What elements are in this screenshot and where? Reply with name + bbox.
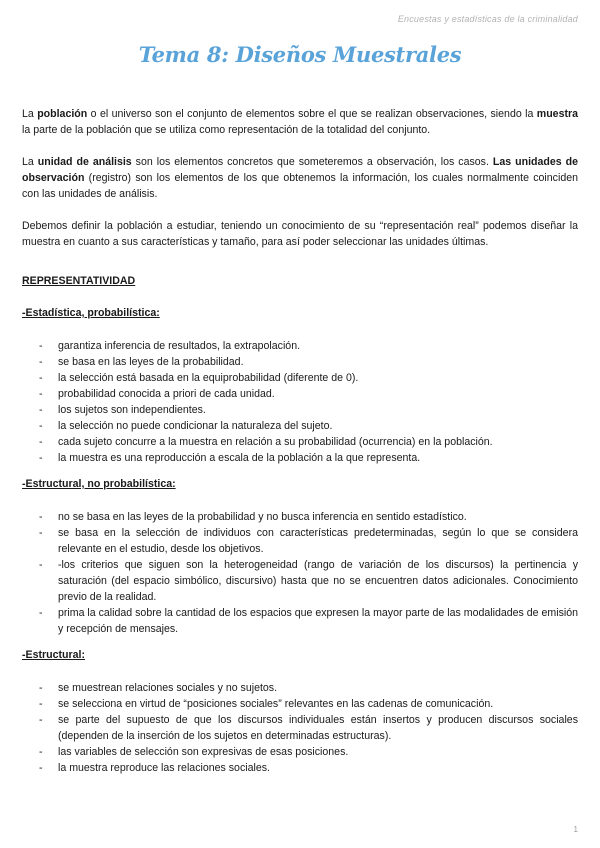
list-item-text: las variables de selección son expresivas de esas posiciones. xyxy=(58,746,349,758)
page-title: Tema 8: Diseños Muestrales xyxy=(138,42,462,67)
dash-bullet: - xyxy=(39,372,43,384)
dash-bullet: - xyxy=(39,527,43,539)
list-item xyxy=(22,525,578,557)
section-heading-representatividad: REPRESENTATIVIDAD xyxy=(22,275,136,287)
page-number: 1 xyxy=(573,825,578,834)
dash-bullet: - xyxy=(39,746,43,758)
list-item xyxy=(22,338,578,354)
list-item xyxy=(22,386,578,402)
term-unidades-observacion: Las unidades de observación xyxy=(22,156,578,184)
dash-bullet: - xyxy=(39,511,43,523)
list-item-text: se selecciona en virtud de “posiciones sociales” relevantes en las cadenas de comunicación. xyxy=(58,698,494,710)
dash-bullet: - xyxy=(39,607,43,619)
list-item-text: se parte del supuesto de que los discursos individuales están insertos y producen discursos sociales (dependen de la inserción de los sujetos en determinadas estructuras). xyxy=(58,714,578,742)
dash-bullet: - xyxy=(39,559,43,571)
list-item-text: se basa en las leyes de la probabilidad. xyxy=(58,356,244,368)
list-item-text: probabilidad conocida a priori de cada unidad. xyxy=(58,388,275,400)
list-item xyxy=(22,418,578,434)
document-body xyxy=(22,106,578,786)
text-run: La xyxy=(22,108,38,120)
list-item xyxy=(22,402,578,418)
text-run: son los elementos concretos que someteremos a observación, los casos. xyxy=(131,156,493,168)
list-item xyxy=(22,354,578,370)
list-item-text: garantiza inferencia de resultados, la extrapolación. xyxy=(58,340,301,352)
text-run: (registro) son los elementos de los que obtenemos la información, los cuales normalmente coinciden con las unidades de análisis. xyxy=(22,172,578,200)
paragraph-poblacion xyxy=(22,106,578,138)
list-estructural xyxy=(22,680,578,776)
dash-bullet: - xyxy=(39,436,43,448)
text-run: la parte de la población que se utiliza como representación de la totalidad del conjunto. xyxy=(22,124,431,136)
list-item xyxy=(22,712,578,744)
text-run: o el universo son el conjunto de elementos sobre el que se realizan observaciones, siendo la xyxy=(87,108,537,120)
dash-bullet: - xyxy=(39,682,43,694)
list-estadistica xyxy=(22,338,578,466)
list-item xyxy=(22,605,578,637)
dash-bullet: - xyxy=(39,762,43,774)
list-item xyxy=(22,557,578,605)
dash-bullet: - xyxy=(39,340,43,352)
dash-bullet: - xyxy=(39,388,43,400)
list-item xyxy=(22,680,578,696)
text-run: La xyxy=(22,156,38,168)
list-estructural-no-probabilistica xyxy=(22,509,578,637)
list-item-text: -los criterios que siguen son la heterogeneidad (rango de variación de los discursos) la pertinencia y saturación (del espacio simbólico, discursivo) hasta que no se encuentren datos adicionales. Conocimiento previo de la realidad. xyxy=(58,559,578,603)
paragraph-unidad-analisis xyxy=(22,154,578,202)
list-item-text: se basa en la selección de individuos con características predeterminadas, según lo que se considera relevante en el estudio, desde los objetivos. xyxy=(58,527,578,555)
list-item xyxy=(22,434,578,450)
list-item xyxy=(22,744,578,760)
dash-bullet: - xyxy=(39,356,43,368)
term-unidad-analisis: unidad de análisis xyxy=(37,156,132,168)
dash-bullet: - xyxy=(39,714,43,726)
subheading-estructural-no-probabilistica: -Estructural, no probabilística: xyxy=(22,478,176,490)
list-item-text: la muestra es una reproducción a escala de la población a la que representa. xyxy=(58,452,421,464)
list-item-text: los sujetos son independientes. xyxy=(58,404,206,416)
list-item xyxy=(22,509,578,525)
list-item xyxy=(22,450,578,466)
paragraph-definir-poblacion: Debemos definir la población a estudiar, teniendo un conocimiento de su “representación real” podemos diseñar la muestra en cuanto a sus características y tamaño, para así poder seleccionar las unidades últimas. xyxy=(22,220,578,248)
subheading-estadistica: -Estadística, probabilística: xyxy=(22,307,160,319)
term-muestra: muestra xyxy=(536,108,578,120)
list-item xyxy=(22,370,578,386)
subheading-estructural: -Estructural: xyxy=(22,649,85,661)
list-item-text: se muestrean relaciones sociales y no sujetos. xyxy=(58,682,278,694)
dash-bullet: - xyxy=(39,698,43,710)
list-item xyxy=(22,760,578,776)
list-item-text: cada sujeto concurre a la muestra en relación a su probabilidad (ocurrencia) en la población. xyxy=(58,436,493,448)
dash-bullet: - xyxy=(39,404,43,416)
dash-bullet: - xyxy=(39,420,43,432)
list-item-text: la selección está basada en la equiprobabilidad (diferente de 0). xyxy=(58,372,359,384)
list-item-text: prima la calidad sobre la cantidad de los espacios que expresen la mayor parte de las modalidades de emisión y recepción de mensajes. xyxy=(58,607,578,635)
list-item-text: la muestra reproduce las relaciones sociales. xyxy=(58,762,270,774)
list-item-text: no se basa en las leyes de la probabilidad y no busca inferencia en sentido estadístico. xyxy=(58,511,467,523)
term-poblacion: población xyxy=(37,108,88,120)
dash-bullet: - xyxy=(39,452,43,464)
running-header: Encuestas y estadísticas de la criminalidad xyxy=(397,14,578,24)
list-item-text: la selección no puede condicionar la naturaleza del sujeto. xyxy=(58,420,333,432)
list-item xyxy=(22,696,578,712)
